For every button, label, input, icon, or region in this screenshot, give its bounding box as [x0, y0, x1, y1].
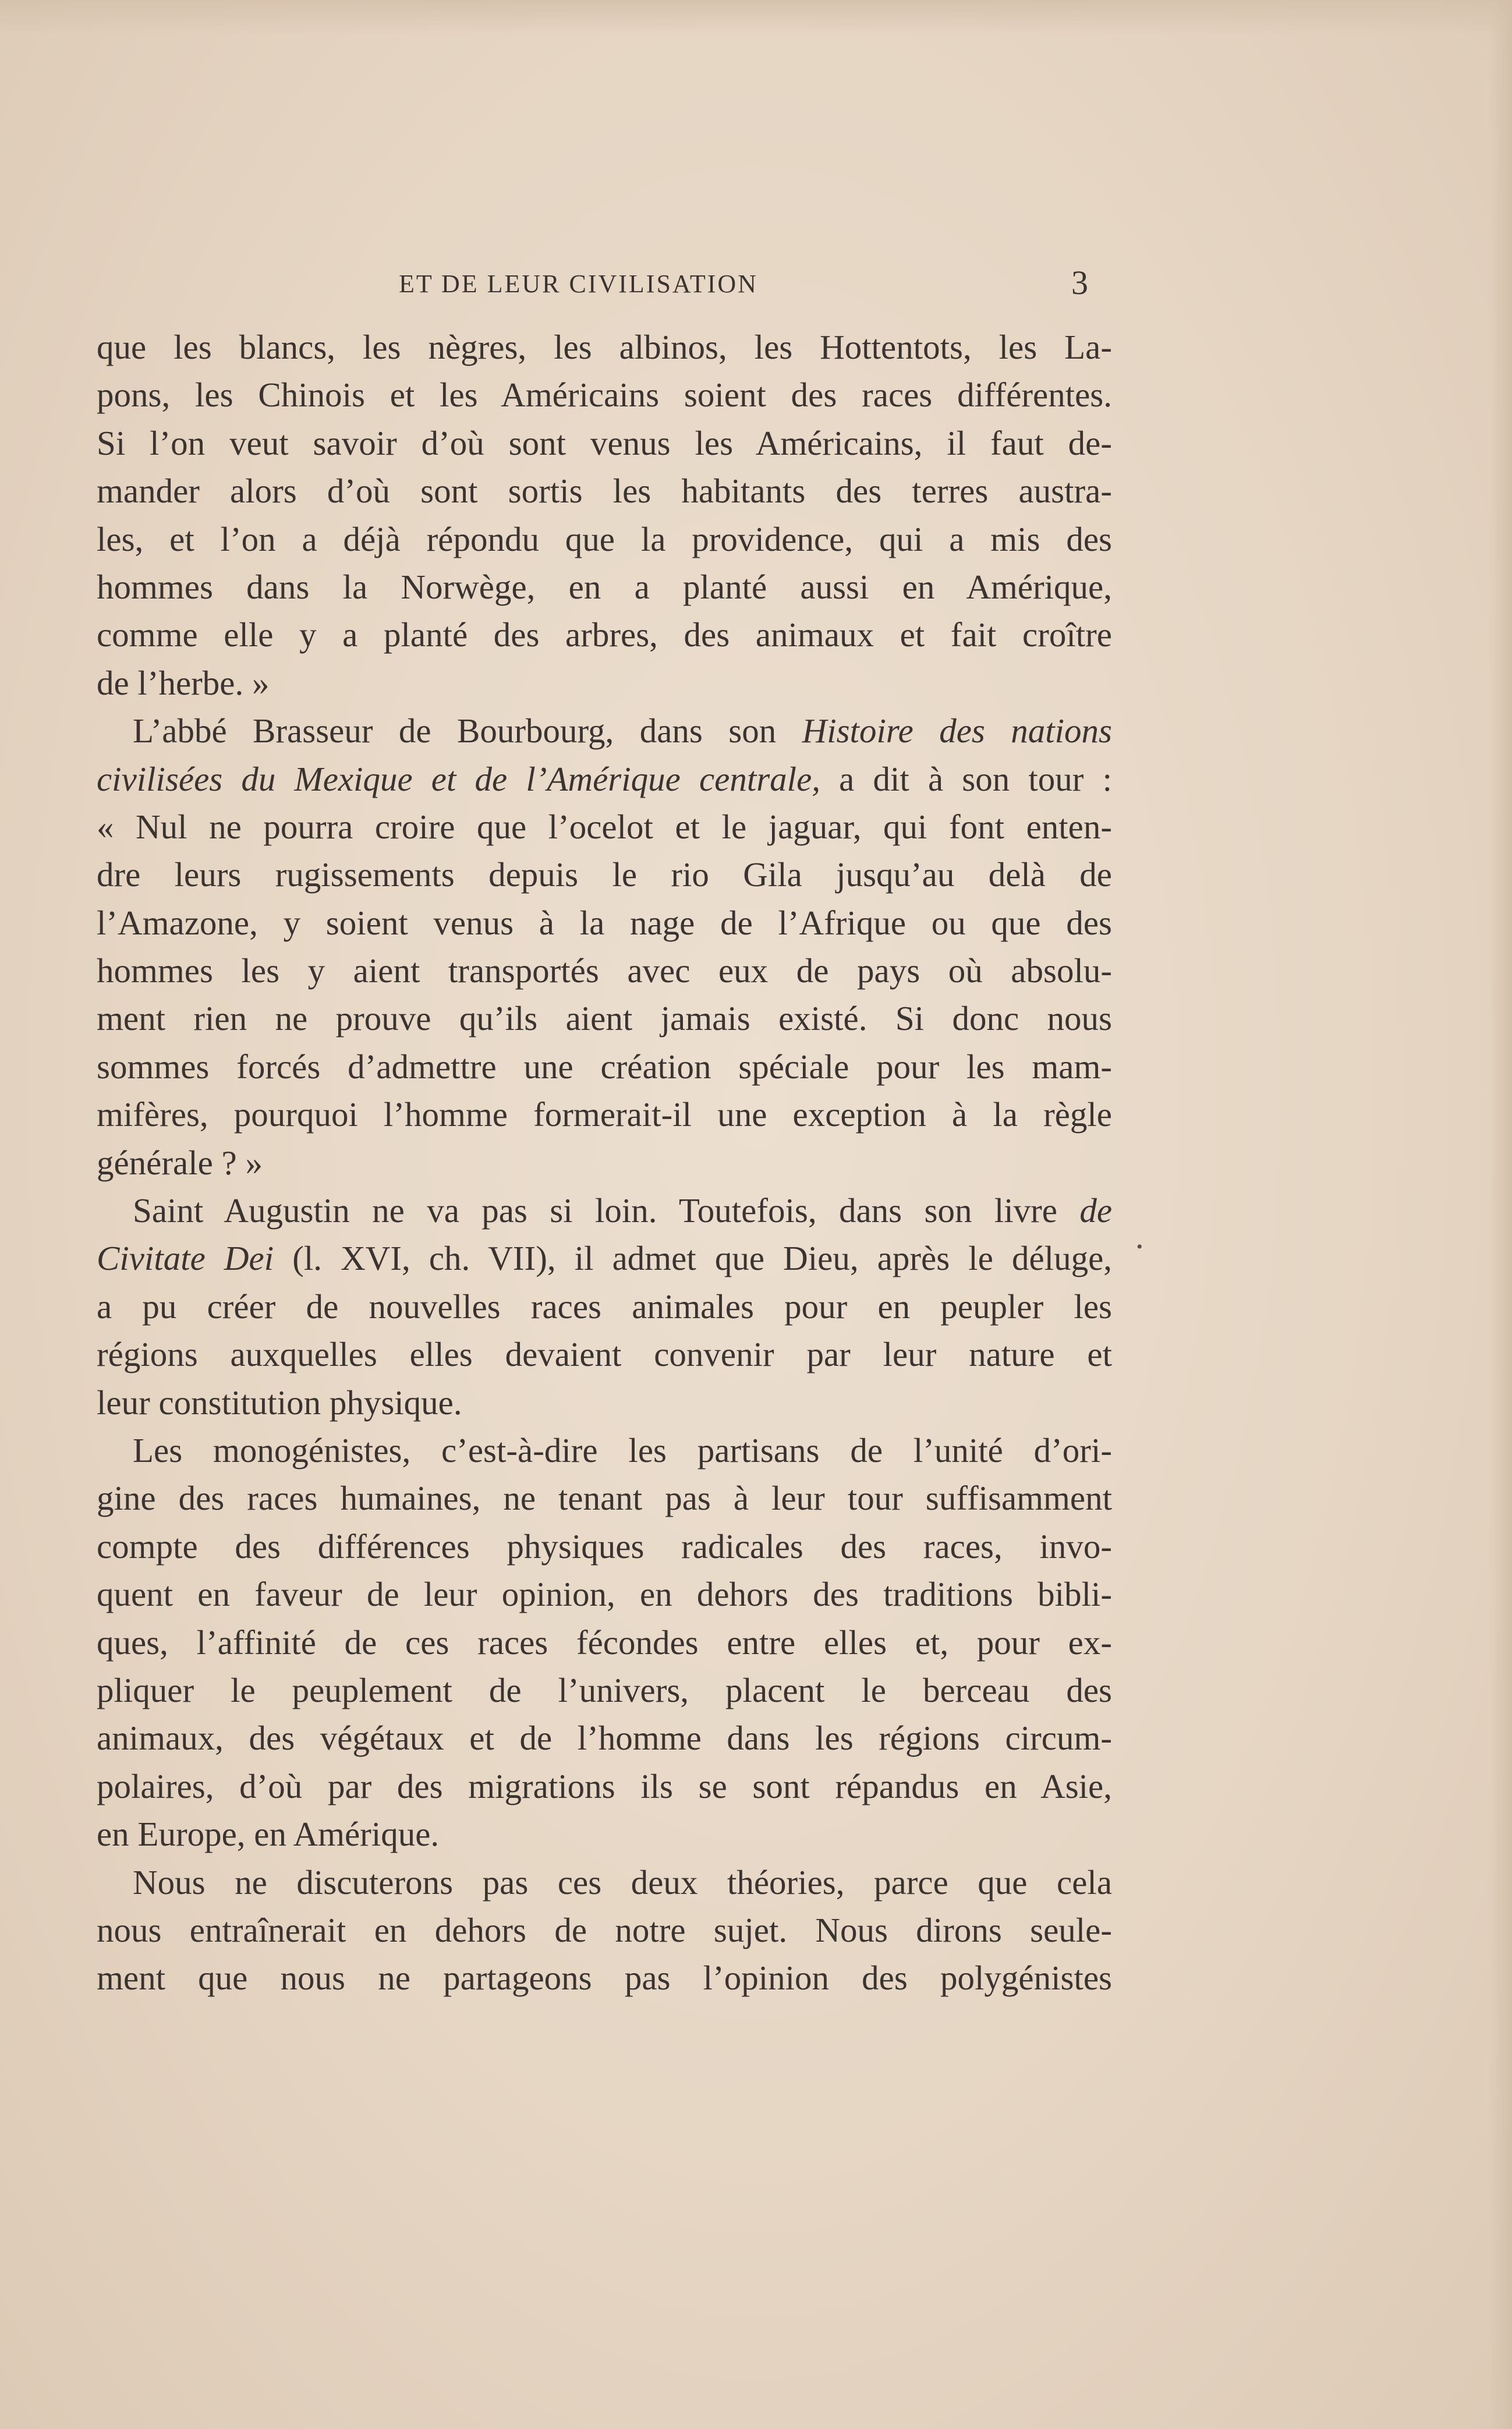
text-run: L’abbé Brasseur de Bourbourg, dans son — [133, 711, 802, 750]
text-line: compte des différences physiques radicales des races, invo- — [97, 1527, 1112, 1566]
text-line: hommes les y aient transportés avec eux de pays où absolu- — [97, 951, 1112, 990]
text-line: ques, l’affinité de ces races fécondes entre elles et, pour ex- — [97, 1623, 1112, 1662]
text-line: que les blancs, les nègres, les albinos, les Hottentots, les La- — [97, 328, 1112, 366]
text-line: l’Amazone, y soient venus à la nage de l’Afrique ou que des — [97, 903, 1112, 942]
page-number: 3 — [1071, 264, 1088, 302]
text-run: (l. XVI, ch. VII), il admet que Dieu, après le déluge, — [274, 1239, 1112, 1278]
text-line: dre leurs rugissements depuis le rio Gila jusqu’au delà de — [97, 855, 1112, 894]
text-line: ment que nous ne partageons pas l’opinion des polygénistes — [97, 1959, 1112, 1998]
text-run: a dit à son tour : — [820, 759, 1112, 798]
text-line — [97, 707, 1112, 755]
text-line: animaux, des végétaux et de l’homme dans les régions circum- — [97, 1719, 1112, 1758]
page-edge-shadow — [0, 0, 1512, 35]
italic-title: de — [1079, 1191, 1112, 1230]
italic-title: Histoire des nations — [802, 711, 1112, 750]
text-line: mifères, pourquoi l’homme formerait-il une exception à la règle — [97, 1095, 1112, 1134]
text-line: a pu créer de nouvelles races animales pour en peupler les — [97, 1287, 1112, 1326]
body-text — [97, 323, 1112, 2002]
text-line: comme elle y a planté des arbres, des animaux et fait croître — [97, 615, 1112, 654]
text-line: les, et l’on a déjà répondu que la providence, qui a mis des — [97, 519, 1112, 558]
text-line: quent en faveur de leur opinion, en dehors des traditions bibli- — [97, 1575, 1112, 1614]
text-line: polaires, d’où par des migrations ils se sont répandus en Asie, — [97, 1766, 1112, 1805]
text-line: leur constitution physique. — [97, 1383, 462, 1422]
text-line: régions auxquelles elles devaient convenir par leur nature et — [97, 1335, 1112, 1374]
text-line: gine des races humaines, ne tenant pas à leur tour suffisamment — [97, 1479, 1112, 1518]
text-line: Nous ne discuterons pas ces deux théories, parce que cela — [133, 1863, 1112, 1902]
text-line: de l’herbe. » — [97, 663, 270, 702]
text-line — [97, 755, 1112, 803]
text-line: sommes forcés d’admettre une création spéciale pour les mam- — [97, 1047, 1112, 1086]
margin-mark: • — [1136, 1237, 1143, 1256]
text-line — [97, 1187, 1112, 1234]
text-line — [97, 1234, 1112, 1282]
text-line: mander alors d’où sont sortis les habitants des terres austra- — [97, 472, 1112, 511]
running-title: ET DE LEUR CIVILISATION — [399, 270, 758, 298]
italic-title: civilisées du Mexique et de l’Amérique centrale, — [97, 759, 821, 798]
text-line: Si l’on veut savoir d’où sont venus les Américains, il faut de- — [97, 423, 1112, 462]
italic-title: Civitate Dei — [97, 1239, 274, 1278]
text-line: ment rien ne prouve qu’ils aient jamais existé. Si donc nous — [97, 999, 1112, 1038]
text-line: Les monogénistes, c’est-à-dire les partisans de l’unité d’ori- — [133, 1431, 1112, 1470]
text-line: hommes dans la Norwège, en a planté aussi en Amérique, — [97, 567, 1112, 606]
text-line: pliquer le peuplement de l’univers, placent le berceau des — [97, 1670, 1112, 1709]
text-line: pons, les Chinois et les Américains soient des races différentes. — [97, 376, 1112, 415]
text-line: « Nul ne pourra croire que l’ocelot et le jaguar, qui font enten- — [97, 807, 1112, 846]
text-line: en Europe, en Amérique. — [97, 1815, 440, 1854]
page-edge-shadow-right — [1489, 0, 1512, 2429]
text-run: Saint Augustin ne va pas si loin. Toutefois, dans son livre — [133, 1191, 1080, 1230]
text-line: nous entraînerait en dehors de notre sujet. Nous dirons seule- — [97, 1910, 1112, 1949]
text-line: générale ? » — [97, 1143, 263, 1182]
